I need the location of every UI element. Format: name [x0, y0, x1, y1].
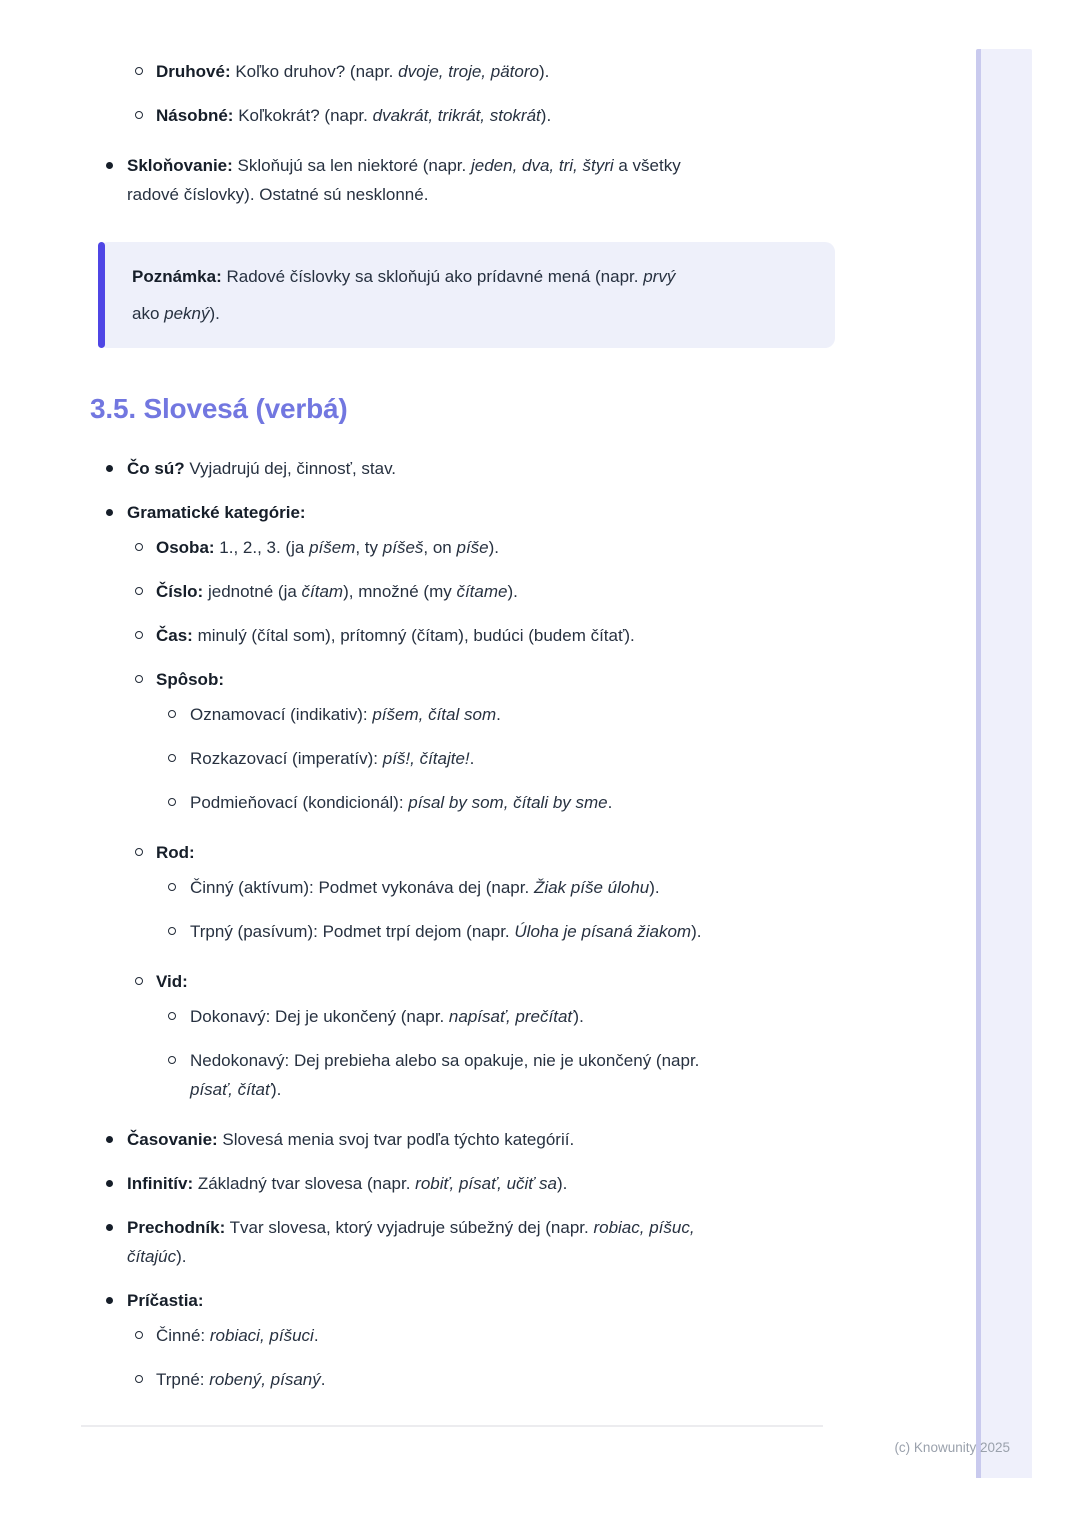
list-item-text — [156, 972, 188, 991]
bullet-dot-icon — [106, 162, 113, 169]
list-item — [90, 533, 835, 562]
list-item-text — [156, 1370, 325, 1389]
text-run: ). — [507, 582, 518, 601]
list-item-text — [127, 1130, 574, 1149]
bullet-circle-icon — [135, 543, 143, 551]
bullet-circle-icon — [135, 1375, 143, 1383]
text-run: Základný tvar slovesa (napr. — [193, 1174, 416, 1193]
list-item-text — [190, 1051, 699, 1099]
list-item — [90, 1046, 835, 1104]
bullet-circle-icon — [168, 1056, 176, 1064]
text-run: Dokonavý: Dej je ukončený (napr. — [190, 1007, 449, 1026]
document-content — [90, 0, 835, 1394]
text-bold: Vid: — [156, 972, 188, 991]
text-run: ). — [691, 922, 702, 941]
text-italic: píš!, čítajte! — [382, 749, 470, 768]
text-italic: čítam — [301, 582, 344, 601]
text-italic: čítajúc — [127, 1247, 177, 1266]
text-italic: Žiak píše úlohu — [533, 878, 650, 897]
bullet-circle-icon — [135, 67, 143, 75]
text-italic: píšeš — [382, 538, 424, 557]
list-item — [90, 665, 835, 694]
text-run: ). — [557, 1174, 568, 1193]
text-italic: píše — [456, 538, 489, 557]
note-accent-bar — [98, 242, 105, 348]
list-item — [90, 838, 835, 867]
list-item-text — [156, 670, 224, 689]
text-run: radové číslovky). Ostatné sú nesklonné. — [127, 185, 429, 204]
text-run: Nedokonavý: Dej prebieha alebo sa opakuje, nie je ukončený (napr. — [190, 1051, 700, 1070]
note-text — [132, 267, 675, 323]
list-item — [90, 1213, 835, 1271]
footer-copyright: (c) Knowunity 2025 — [894, 1440, 1010, 1455]
text-bold: Spôsob: — [156, 670, 224, 689]
text-bold: Druhové: — [156, 62, 231, 81]
text-bold: Osoba: — [156, 538, 215, 557]
text-italic: prvý — [643, 267, 676, 286]
text-bold: Čo sú? — [127, 459, 185, 478]
text-italic: Úloha je písaná žiakom — [514, 922, 692, 941]
list-item — [90, 577, 835, 606]
text-run: a všetky — [613, 156, 681, 175]
bullet-dot-icon — [106, 1224, 113, 1231]
text-run: ). — [540, 106, 552, 125]
list-item — [90, 454, 835, 483]
text-run: ). — [573, 1007, 584, 1026]
text-run: . — [313, 1326, 319, 1345]
text-italic: robiaci, píšuci — [209, 1326, 314, 1345]
list-item-text — [127, 503, 306, 522]
list-item — [90, 1169, 835, 1198]
text-run: Radové číslovky sa skloňujú ako prídavné mená (napr. — [221, 267, 644, 286]
text-italic: dvoje, troje, pätoro — [398, 62, 539, 81]
list-item-text — [127, 1174, 567, 1193]
list-item-text — [190, 1007, 584, 1026]
bullet-circle-icon — [168, 798, 176, 806]
bullet-circle-icon — [135, 587, 143, 595]
text-italic: písal by som, čítali by sme — [408, 793, 608, 812]
text-run: , ty — [355, 538, 383, 557]
text-run: Podmieňovací (kondicionál): — [190, 793, 409, 812]
bullet-dot-icon — [106, 465, 113, 472]
bullet-circle-icon — [135, 111, 143, 119]
text-italic: pekný — [164, 304, 210, 323]
text-italic: robený, písaný — [209, 1370, 321, 1389]
list-item-text — [127, 459, 396, 478]
text-run: Koľko druhov? (napr. — [230, 62, 399, 81]
text-italic: čítame — [456, 582, 508, 601]
text-run: ). — [209, 304, 220, 323]
list-item-text — [190, 749, 474, 768]
text-run: , on — [423, 538, 457, 557]
page-edge-strip — [976, 49, 1032, 1478]
list-item — [90, 744, 835, 773]
bullet-circle-icon — [135, 675, 143, 683]
text-run: . — [607, 793, 613, 812]
list-item-text — [156, 843, 195, 862]
list-item — [90, 1002, 835, 1031]
bullet-circle-icon — [168, 927, 176, 935]
text-bold: Infinitív: — [127, 1174, 194, 1193]
list-item-text — [190, 793, 612, 812]
text-italic: jeden, dva, tri, štyri — [470, 156, 614, 175]
list-item-text — [127, 1218, 695, 1266]
bullet-circle-icon — [168, 754, 176, 762]
text-run: jednotné (ja — [203, 582, 302, 601]
list-item — [90, 1125, 835, 1154]
text-run: Rozkazovací (imperatív): — [190, 749, 383, 768]
list-item-text — [156, 1326, 319, 1345]
list-item — [90, 700, 835, 729]
text-run: Činné: — [156, 1326, 210, 1345]
text-italic: píšem — [309, 538, 356, 557]
text-run: . — [469, 749, 475, 768]
text-run: Slovesá menia svoj tvar podľa týchto kategórií. — [217, 1130, 575, 1149]
list-item-text — [156, 538, 499, 557]
note-box — [98, 242, 835, 348]
list-item — [90, 873, 835, 902]
list-item — [90, 917, 835, 946]
bullet-circle-icon — [168, 1012, 176, 1020]
text-run: Vyjadrujú dej, činnosť, stav. — [184, 459, 397, 478]
text-run: ako — [132, 304, 165, 323]
text-bold: Číslo: — [156, 582, 204, 601]
list-item — [90, 498, 835, 527]
list-item — [90, 101, 835, 130]
list-item — [90, 967, 835, 996]
section-heading: 3.5. Slovesá (verbá) — [90, 393, 348, 424]
bullet-dot-icon — [106, 509, 113, 516]
text-run: Skloňujú sa len niektoré (napr. — [232, 156, 471, 175]
bullet-circle-icon — [135, 977, 143, 985]
bullet-circle-icon — [135, 848, 143, 856]
list-item-text — [127, 1291, 204, 1310]
list-item — [90, 621, 835, 650]
text-bold: Gramatické kategórie: — [127, 503, 306, 522]
text-run: . — [320, 1370, 326, 1389]
text-run: Oznamovací (indikativ): — [190, 705, 373, 724]
text-run: . — [496, 705, 501, 724]
bullet-dot-icon — [106, 1297, 113, 1304]
text-bold: Časovanie: — [127, 1130, 218, 1149]
list-item-text — [190, 878, 660, 897]
divider — [81, 1425, 823, 1427]
text-run: ). — [176, 1247, 187, 1266]
list-item — [90, 151, 835, 209]
text-bold: Príčastia: — [127, 1291, 204, 1310]
text-bold: Poznámka: — [132, 267, 222, 286]
list-item-text — [156, 62, 549, 81]
list-item-text — [190, 922, 702, 941]
text-run: ). — [538, 62, 550, 81]
text-run: Trpný (pasívum): Podmet trpí dejom (napr. — [190, 922, 515, 941]
bullet-dot-icon — [106, 1180, 113, 1187]
list-item-text — [156, 106, 551, 125]
text-italic: napísať, prečítať — [448, 1007, 574, 1026]
bullet-circle-icon — [135, 631, 143, 639]
text-run: Koľkokrát? (napr. — [233, 106, 373, 125]
text-bold: Násobné: — [156, 106, 234, 125]
text-bold: Čas: — [156, 626, 193, 645]
bullet-dot-icon — [106, 1136, 113, 1143]
bullet-circle-icon — [168, 883, 176, 891]
list-item — [90, 788, 835, 817]
text-bold: Rod: — [156, 843, 195, 862]
text-run: ), množné (my — [343, 582, 457, 601]
bullet-circle-icon — [168, 710, 176, 718]
list-item — [90, 1365, 835, 1394]
text-bold: Skloňovanie: — [127, 156, 233, 175]
text-italic: robiť, písať, učiť sa — [415, 1174, 557, 1193]
text-run: Trpné: — [156, 1370, 210, 1389]
text-italic: písať, čítať — [190, 1080, 272, 1099]
text-italic: dvakrát, trikrát, stokrát — [372, 106, 541, 125]
list-item — [90, 57, 835, 86]
text-run: ). — [488, 538, 500, 557]
text-run: Tvar slovesa, ktorý vyjadruje súbežný dej (napr. — [225, 1218, 594, 1237]
text-run: minulý (čítal som), prítomný (čítam), budúci (budem čítať). — [192, 626, 635, 645]
text-run: ). — [649, 878, 660, 897]
text-run: 1., 2., 3. (ja — [214, 538, 310, 557]
list-item-text — [127, 156, 681, 204]
text-bold: Prechodník: — [127, 1218, 226, 1237]
bullet-circle-icon — [135, 1331, 143, 1339]
list-item — [90, 1286, 835, 1315]
list-item-text — [156, 582, 518, 601]
text-italic: píšem, čítal som — [372, 705, 497, 724]
list-item-text — [156, 626, 635, 645]
list-item — [90, 1321, 835, 1350]
text-run: ). — [271, 1080, 282, 1099]
text-italic: robiac, píšuc, — [593, 1218, 695, 1237]
text-run: Činný (aktívum): Podmet vykonáva dej (napr. — [190, 878, 534, 897]
list-item-text — [190, 705, 501, 724]
